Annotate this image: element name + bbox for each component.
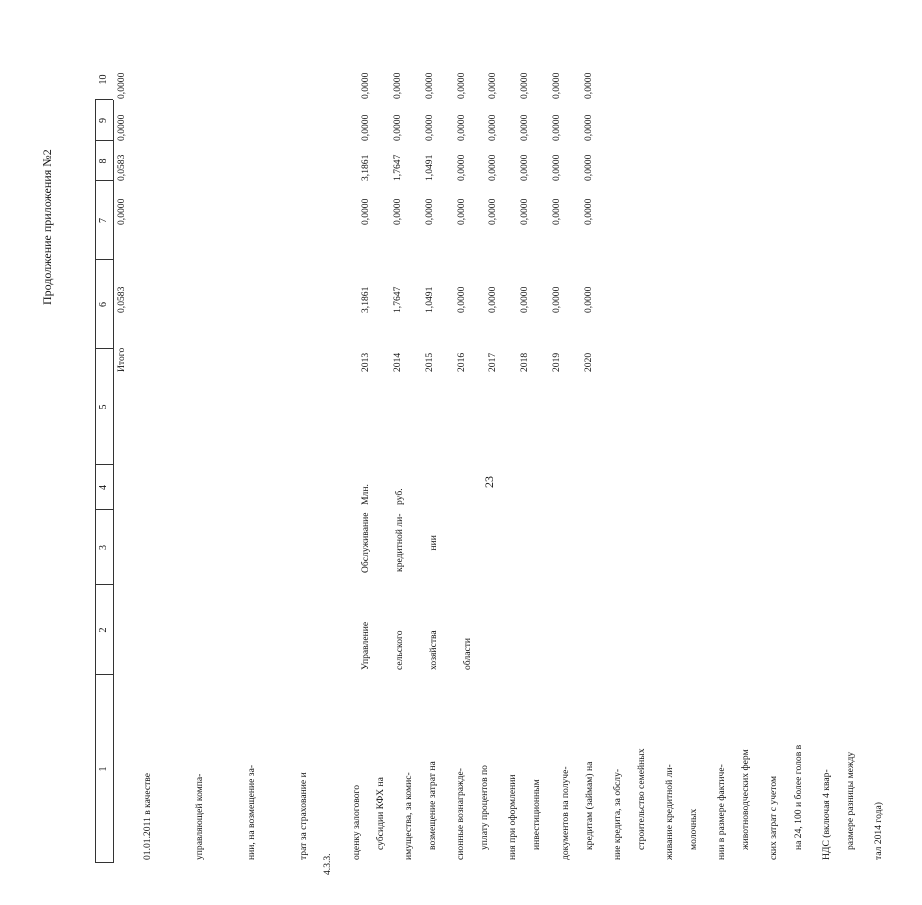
- total-value: 0,0000: [116, 198, 127, 225]
- total-value: 0,0583: [116, 154, 127, 181]
- header-cell: 3: [98, 545, 109, 550]
- prev-row-description: 01.01.2011 в качестве управляющей компа- нии, на возмещение за- трат за страхование и оценку залогового имущества, за комис- сионные вознагражде- ния при оформлении документов на получе- ние кредита, за обслу- живание кредитной ли- нии в размере фактиче- ских затрат с учетом НДС (включая 4 квар- тал 2014 года): [141, 764, 884, 860]
- values-column-8: 3,1861 1,7647 1,0491 0,0000 0,0000 0,0000 0,0000 0,0000: [360, 154, 594, 181]
- values-column-6: 3,1861 1,7647 1,0491 0,0000 0,0000 0,0000 0,0000 0,0000: [360, 286, 594, 313]
- unit: Млн. руб.: [359, 484, 406, 505]
- total-value: 0,0583: [116, 286, 127, 313]
- header-cell: 4: [98, 485, 109, 490]
- total-value: 0,0000: [116, 72, 127, 99]
- years-column: [340, 353, 615, 372]
- table-row: 2016: [455, 352, 467, 372]
- table-top-border: [95, 100, 96, 863]
- header-cell: 8: [98, 158, 109, 164]
- table-row: 2015: [423, 352, 435, 372]
- page-number: 23: [482, 476, 496, 488]
- table-row: 2013: [360, 352, 372, 372]
- row-number: 4.3.3.: [322, 853, 333, 875]
- table-row: 2017: [487, 352, 499, 372]
- header-cell: 6: [98, 302, 109, 307]
- table-row: 2019: [550, 352, 562, 372]
- header-cell: 9: [98, 118, 109, 123]
- continuation-title: Продолжение приложения №2: [40, 149, 54, 305]
- itogo-label: Итого: [116, 347, 127, 372]
- table-row: 2020: [582, 352, 594, 372]
- header-cell: 7: [98, 218, 109, 223]
- header-cell: 10: [98, 74, 109, 85]
- funding-item: Обслуживание кредитной ли- нии: [359, 512, 440, 573]
- total-value: 0,0000: [116, 114, 127, 141]
- table-row: 2018: [519, 352, 531, 372]
- table-row: 2014: [391, 352, 403, 372]
- header-bottom-border: [113, 100, 114, 863]
- values-column-10: 0,0000 0,0000 0,0000 0,0000 0,0000 0,0000 0,0000 0,0000: [360, 72, 594, 99]
- header-cell: 2: [98, 627, 109, 633]
- row-433-description: субсидии КФХ на возмещение затрат на уплату процентов по инвестиционным кредитам (займам) на строительство семейных молочных животноводческих ферм на 24, 100 и более голов в размере разницы между: [374, 744, 856, 850]
- responsible-org: Управление сельского хозяйства области: [359, 621, 474, 670]
- header-cell: 5: [98, 404, 109, 410]
- values-column-7: 0,0000 0,0000 0,0000 0,0000 0,0000 0,0000 0,0000 0,0000: [360, 198, 594, 225]
- values-column-9: 0,0000 0,0000 0,0000 0,0000 0,0000 0,0000 0,0000 0,0000: [360, 114, 594, 141]
- header-cell: 1: [98, 766, 109, 772]
